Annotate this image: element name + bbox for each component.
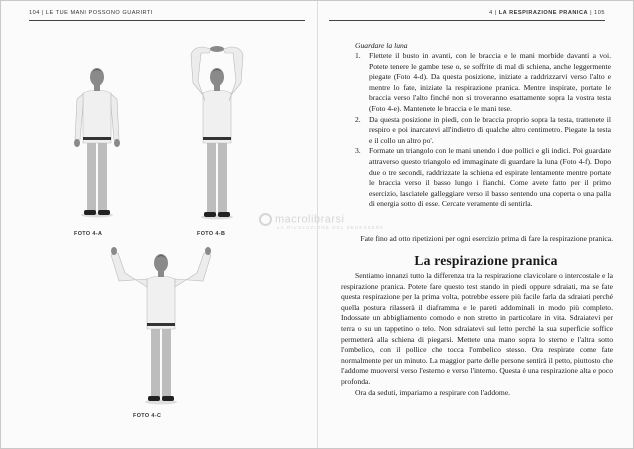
- step-text: Flettete il busto in avanti, con le braccia e le mani morbide davanti a voi. Potete tenere le gambe tese o, se soffrite di mal di schiena, anche leggermente piegate (Foto 4-d). Da questa posizione, iniziate a raddrizzarvi verso l'alto e mentre lo fate, iniziate la respirazione pranica. Mentre inspirate, portate le braccia verso l'alto finché non si troveranno esattamente sopra la vostra testa (Foto 4-e). Mantenete le braccia e le mani tese.: [369, 51, 611, 113]
- chapter-title: LA RESPIRAZIONE PRANICA: [498, 10, 589, 16]
- exercise-step: [355, 51, 611, 115]
- left-running-head: 104 | LE TUE MANI POSSONO GUARIRTI: [29, 10, 153, 16]
- caption-foto-4b: FOTO 4-B: [197, 231, 226, 237]
- publisher-watermark: [259, 213, 384, 230]
- watermark-brand: macrolibrarsi: [275, 213, 345, 226]
- left-page-number: 104: [29, 10, 40, 16]
- section-heading: La respirazione pranica: [414, 253, 558, 268]
- step-number: 3.: [355, 146, 361, 156]
- right-header-rule: [329, 20, 605, 21]
- man-standing-arms-down-figure: [65, 63, 129, 223]
- watermark-tagline: LA RIVOLUZIONE DEL BENESSERE: [277, 225, 385, 230]
- right-running-head: 4 | LA RESPIRAZIONE PRANICA | 105: [489, 10, 605, 16]
- step-number: 2.: [355, 114, 361, 124]
- caption-foto-4c: FOTO 4-C: [133, 413, 162, 419]
- photo-4b: [181, 41, 253, 225]
- section-body: [341, 271, 613, 398]
- step-text: Formate un triangolo con le mani unendo i due pollici e gli indici. Poi guardate attraverso questo triangolo ed immaginate di guardare la luna (Foto 4-f). Dopo due o tre secondi, raddrizzate la schiena ed espirate lentamente mentre portate le braccia verso il basso lungo i fianchi. Come avete fatto per il primo esercizio, lasciatele galleggiare verso il basso sentendo una coperta o una palla di energia sotto di esse. Cercate veramente di sentirla.: [369, 146, 611, 209]
- watermark-logo-icon: [259, 213, 272, 226]
- body-paragraph: Ora da seduti, impariamo a respirare con l'addome.: [355, 387, 511, 397]
- step-number: 1.: [355, 51, 361, 60]
- left-header-rule: [29, 20, 305, 21]
- right-page-number: 105: [594, 10, 605, 16]
- exercise-subtitle: Guardare la luna: [355, 41, 408, 50]
- exercise-step: [355, 146, 611, 210]
- man-arms-raised-sides-figure: [101, 247, 221, 409]
- exercise-steps: [355, 51, 611, 210]
- book-spread: [1, 1, 633, 448]
- photo-4c: [101, 247, 221, 409]
- step-text: Da questa posizione in piedi, con le braccia proprio sopra la testa, trattenete il respiro e poi inarcatevi all'indietro di qualche altro centimetro. Piegate la testa e il collo un altro po'.: [369, 114, 611, 145]
- repetitions-note: Fate fino ad otto ripetizioni per ogni esercizio prima di fare la respirazione pranica.: [360, 234, 613, 243]
- photo-4a: [65, 63, 129, 223]
- exercise-step: [355, 115, 611, 147]
- caption-foto-4a: FOTO 4-A: [74, 231, 103, 237]
- book-title: LE TUE MANI POSSONO GUARIRTI: [45, 10, 153, 16]
- body-paragraph: Sentiamo innanzi tutto la differenza tra la respirazione clavicolare o intercostale e la respirazione pranica. Potete fare questo test stando in piedi oppure sdraiati, ma se fate questa respirazione per la prima volta, potrebbe essere più facile farla da sdraiati perché quella postura rilasserà il diaframma e le pareti addominali in modo più completo. Indossate un abbigliamento comodo e non stretto in particolare in vita. Sdraiatevi per terra o su un tappetino o telo. Non sdraiatevi sul letto perché la sua superficie soffice permetterà alla schiena di piegarsi. Mettete una mano sopra lo sterno e l'altra sotto l'ombelico, con il pollice che tocca l'ombelico stesso. Ora respirate come fate normalmente per un minuto. La maggior parte delle persone sentirà il petto, piuttosto che l'addome muoversi verso l'esterno e verso l'interno. Questa è una respirazione alta e poco profonda.: [341, 271, 613, 386]
- man-arms-overhead-figure: [181, 41, 253, 225]
- chapter-number: 4: [489, 10, 493, 16]
